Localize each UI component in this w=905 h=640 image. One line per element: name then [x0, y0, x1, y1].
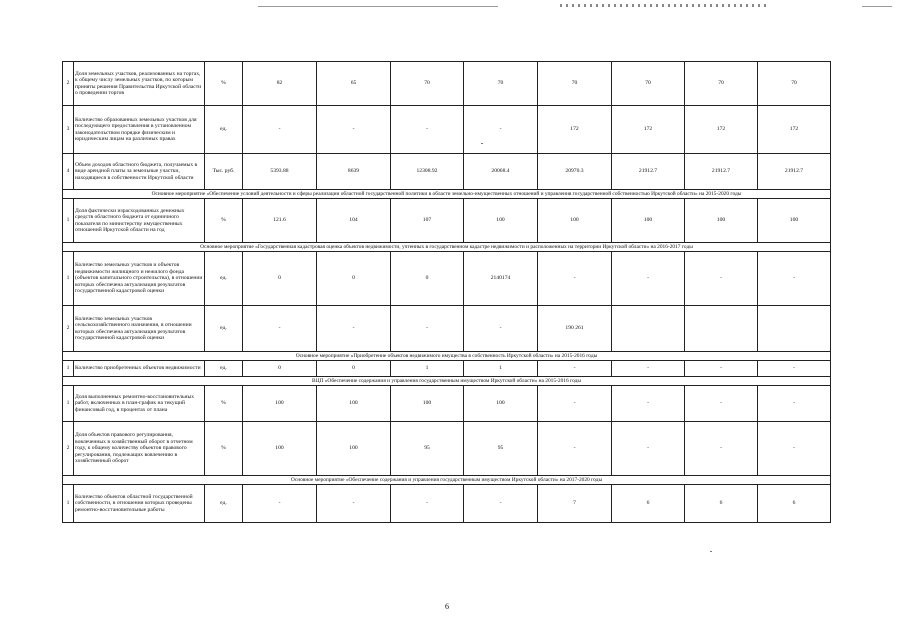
value-cell: 6 [758, 485, 831, 523]
value-cell: 0 [317, 361, 391, 377]
value-cell: - [758, 252, 831, 306]
value-cell: - [612, 252, 685, 306]
scan-speck [710, 551, 712, 552]
section-title: Основное мероприятие «Приобретение объектов недвижимого имущества в собственность Иркутской области» на 2015-2016 годы [63, 352, 831, 361]
unit-cell: % [205, 422, 243, 476]
scan-artifact-line [258, 6, 498, 7]
value-cell: 6 [685, 485, 758, 523]
unit-cell: Тыс. руб. [205, 154, 243, 190]
value-cell: 0 [391, 252, 464, 306]
value-cell: 100 [685, 199, 758, 243]
unit-cell: ед. [205, 306, 243, 352]
indicator-name-cell: Доля земельных участков, реализованных на торгах, к общему числу земельных участков, по которым приняты решения Правительства Иркутской области о проведении торгов [74, 62, 205, 106]
value-cell: 104 [317, 199, 391, 243]
value-cell: 65 [317, 62, 391, 106]
value-cell: - [243, 306, 317, 352]
value-cell: 1 [464, 361, 538, 377]
value-cell: 95 [391, 422, 464, 476]
value-cell: 6 [612, 485, 685, 523]
value-cell: 70 [464, 62, 538, 106]
value-cell: 172 [685, 106, 758, 154]
unit-cell: % [205, 62, 243, 106]
value-cell: 1 [391, 361, 464, 377]
section-row [63, 190, 831, 199]
row-number-cell: 1 [63, 361, 74, 377]
indicators-table [62, 61, 831, 523]
row-number-cell: 1 [63, 386, 74, 422]
value-cell: - [317, 106, 391, 154]
value-cell: 0 [243, 361, 317, 377]
value-cell: - [612, 422, 685, 476]
row-number-cell: 2 [63, 62, 74, 106]
value-cell: 100 [243, 386, 317, 422]
section-row [63, 243, 831, 252]
value-cell: 95 [464, 422, 538, 476]
value-cell: - [464, 106, 538, 154]
row-number-cell: 1 [63, 199, 74, 243]
value-cell: 70 [758, 62, 831, 106]
indicator-name-cell: Количество образованных земельных участков для последующего предоставления в установленном законодательством порядке физическим и юридическим лицам на различных правах [74, 106, 205, 154]
value-cell: - [538, 361, 612, 377]
scan-speck [481, 143, 483, 144]
table-row [63, 361, 831, 377]
row-number-cell: 3 [63, 106, 74, 154]
value-cell: 100 [317, 422, 391, 476]
value-cell [758, 306, 831, 352]
section-row [63, 476, 831, 485]
section-row [63, 352, 831, 361]
unit-cell: ед. [205, 252, 243, 306]
value-cell: - [317, 485, 391, 523]
value-cell: - [685, 422, 758, 476]
value-cell: 5393.88 [243, 154, 317, 190]
value-cell: - [612, 361, 685, 377]
value-cell: 8639 [317, 154, 391, 190]
value-cell: 21912.7 [612, 154, 685, 190]
value-cell: 20068.4 [464, 154, 538, 190]
table-row [63, 106, 831, 154]
value-cell: 100 [612, 199, 685, 243]
row-number-cell: 2 [63, 422, 74, 476]
value-cell: - [391, 485, 464, 523]
section-title: Основное мероприятие «Обеспечение условий деятельности и сферы реализации областной государственной политики в области земельно-имущественных отношений и управления государственной собственностью Иркутской области» на 2015-2020 годы [63, 190, 831, 199]
value-cell: - [685, 252, 758, 306]
value-cell: 107 [391, 199, 464, 243]
value-cell: 172 [612, 106, 685, 154]
indicator-name-cell: Количество объектов областной государственной собственности, в отношении которых проведены ремонтно-восстановительные работы [74, 485, 205, 523]
value-cell: 21912.7 [758, 154, 831, 190]
value-cell: 7 [538, 485, 612, 523]
indicator-name-cell: Объем доходов областного бюджета, получаемых в виде арендной платы за земельные участки, находящиеся в собственности Иркутской области [74, 154, 205, 190]
value-cell: 100 [464, 386, 538, 422]
row-number-cell: 2 [63, 306, 74, 352]
table-row [63, 306, 831, 352]
value-cell: 100 [391, 386, 464, 422]
value-cell: - [758, 386, 831, 422]
value-cell: - [758, 422, 831, 476]
value-cell [685, 306, 758, 352]
page-number: 6 [445, 602, 449, 611]
row-number-cell: 1 [63, 252, 74, 306]
table-row [63, 485, 831, 523]
value-cell [612, 306, 685, 352]
value-cell: - [317, 306, 391, 352]
table-row [63, 154, 831, 190]
value-cell: - [391, 306, 464, 352]
value-cell: - [464, 306, 538, 352]
value-cell: - [538, 386, 612, 422]
section-row [63, 377, 831, 386]
indicator-name-cell: Количество земельных участков сельскохозяйственного назначения, в отношении которых обеспечена актуализация результатов государственной кадастровой оценки [74, 306, 205, 352]
value-cell: - [685, 361, 758, 377]
row-number-cell: 4 [63, 154, 74, 190]
value-cell: - [758, 361, 831, 377]
value-cell: 0 [317, 252, 391, 306]
value-cell: 172 [758, 106, 831, 154]
value-cell: 2140174 [464, 252, 538, 306]
indicator-name-cell: Количество земельных участков и объектов недвижимости жилищного и нежилого фонда (объектов капитального строительства), в отношении которых обеспечена актуализация результатов государственной кадастровой оценки [74, 252, 205, 306]
value-cell: 12308.92 [391, 154, 464, 190]
indicator-name-cell: Доля объектов правового регулирования, вовлеченных в хозяйственный оборот в отчетном году, к общему количеству объектов правового регулирования, подлежащих вовлечению в хозяйственный оборот [74, 422, 205, 476]
value-cell: 0 [243, 252, 317, 306]
table-row [63, 422, 831, 476]
value-cell: 70 [612, 62, 685, 106]
value-cell: 190 261 [538, 306, 612, 352]
value-cell: - [464, 485, 538, 523]
value-cell: 100 [538, 199, 612, 243]
value-cell: 82 [243, 62, 317, 106]
value-cell: 70 [391, 62, 464, 106]
table-row [63, 386, 831, 422]
value-cell: - [243, 106, 317, 154]
scan-artifact-dots [560, 4, 770, 7]
section-title: Основное мероприятие «Государственная кадастровая оценка объектов недвижимости, учтенных в государственном кадастре недвижимости и расположенных на территории Иркутской области» на 2016-2017 годы [63, 243, 831, 252]
value-cell: 100 [758, 199, 831, 243]
value-cell: 21912.7 [685, 154, 758, 190]
value-cell: 100 [317, 386, 391, 422]
scan-artifact-line [862, 6, 892, 7]
table-row [63, 62, 831, 106]
indicator-name-cell: Доля фактически израсходованных денежных средств областного бюджета от единичного показателя по министерству имущественных отношений Иркутской области на год [74, 199, 205, 243]
value-cell: 121.6 [243, 199, 317, 243]
value-cell: 70 [685, 62, 758, 106]
value-cell: - [243, 485, 317, 523]
unit-cell: ед. [205, 106, 243, 154]
value-cell: - [391, 106, 464, 154]
value-cell: - [538, 422, 612, 476]
table-body [63, 62, 831, 523]
value-cell: - [685, 386, 758, 422]
unit-cell: ед. [205, 485, 243, 523]
section-title: ВЦП «Обеспечение содержания и управления государственным имуществом Иркутской области» на 2015-2016 годы [63, 377, 831, 386]
value-cell: - [612, 386, 685, 422]
row-number-cell: 1 [63, 485, 74, 523]
table-row [63, 199, 831, 243]
value-cell: 70 [538, 62, 612, 106]
table-row [63, 252, 831, 306]
section-title: Основное мероприятие «Обеспечение содержания и управления государственным имуществом Иркутской области» на 2017-2020 годы [63, 476, 831, 485]
unit-cell: ед. [205, 361, 243, 377]
value-cell: 20970.3 [538, 154, 612, 190]
indicator-name-cell: Количество приобретенных объектов недвижимости [74, 361, 205, 377]
unit-cell: % [205, 199, 243, 243]
value-cell: 100 [243, 422, 317, 476]
value-cell: - [538, 252, 612, 306]
value-cell: 172 [538, 106, 612, 154]
unit-cell: % [205, 386, 243, 422]
indicator-name-cell: Доля выполненных ремонтно-восстановительных работ, включенных в план-график на текущий финансовый год, в процентах от плана [74, 386, 205, 422]
value-cell: 100 [464, 199, 538, 243]
